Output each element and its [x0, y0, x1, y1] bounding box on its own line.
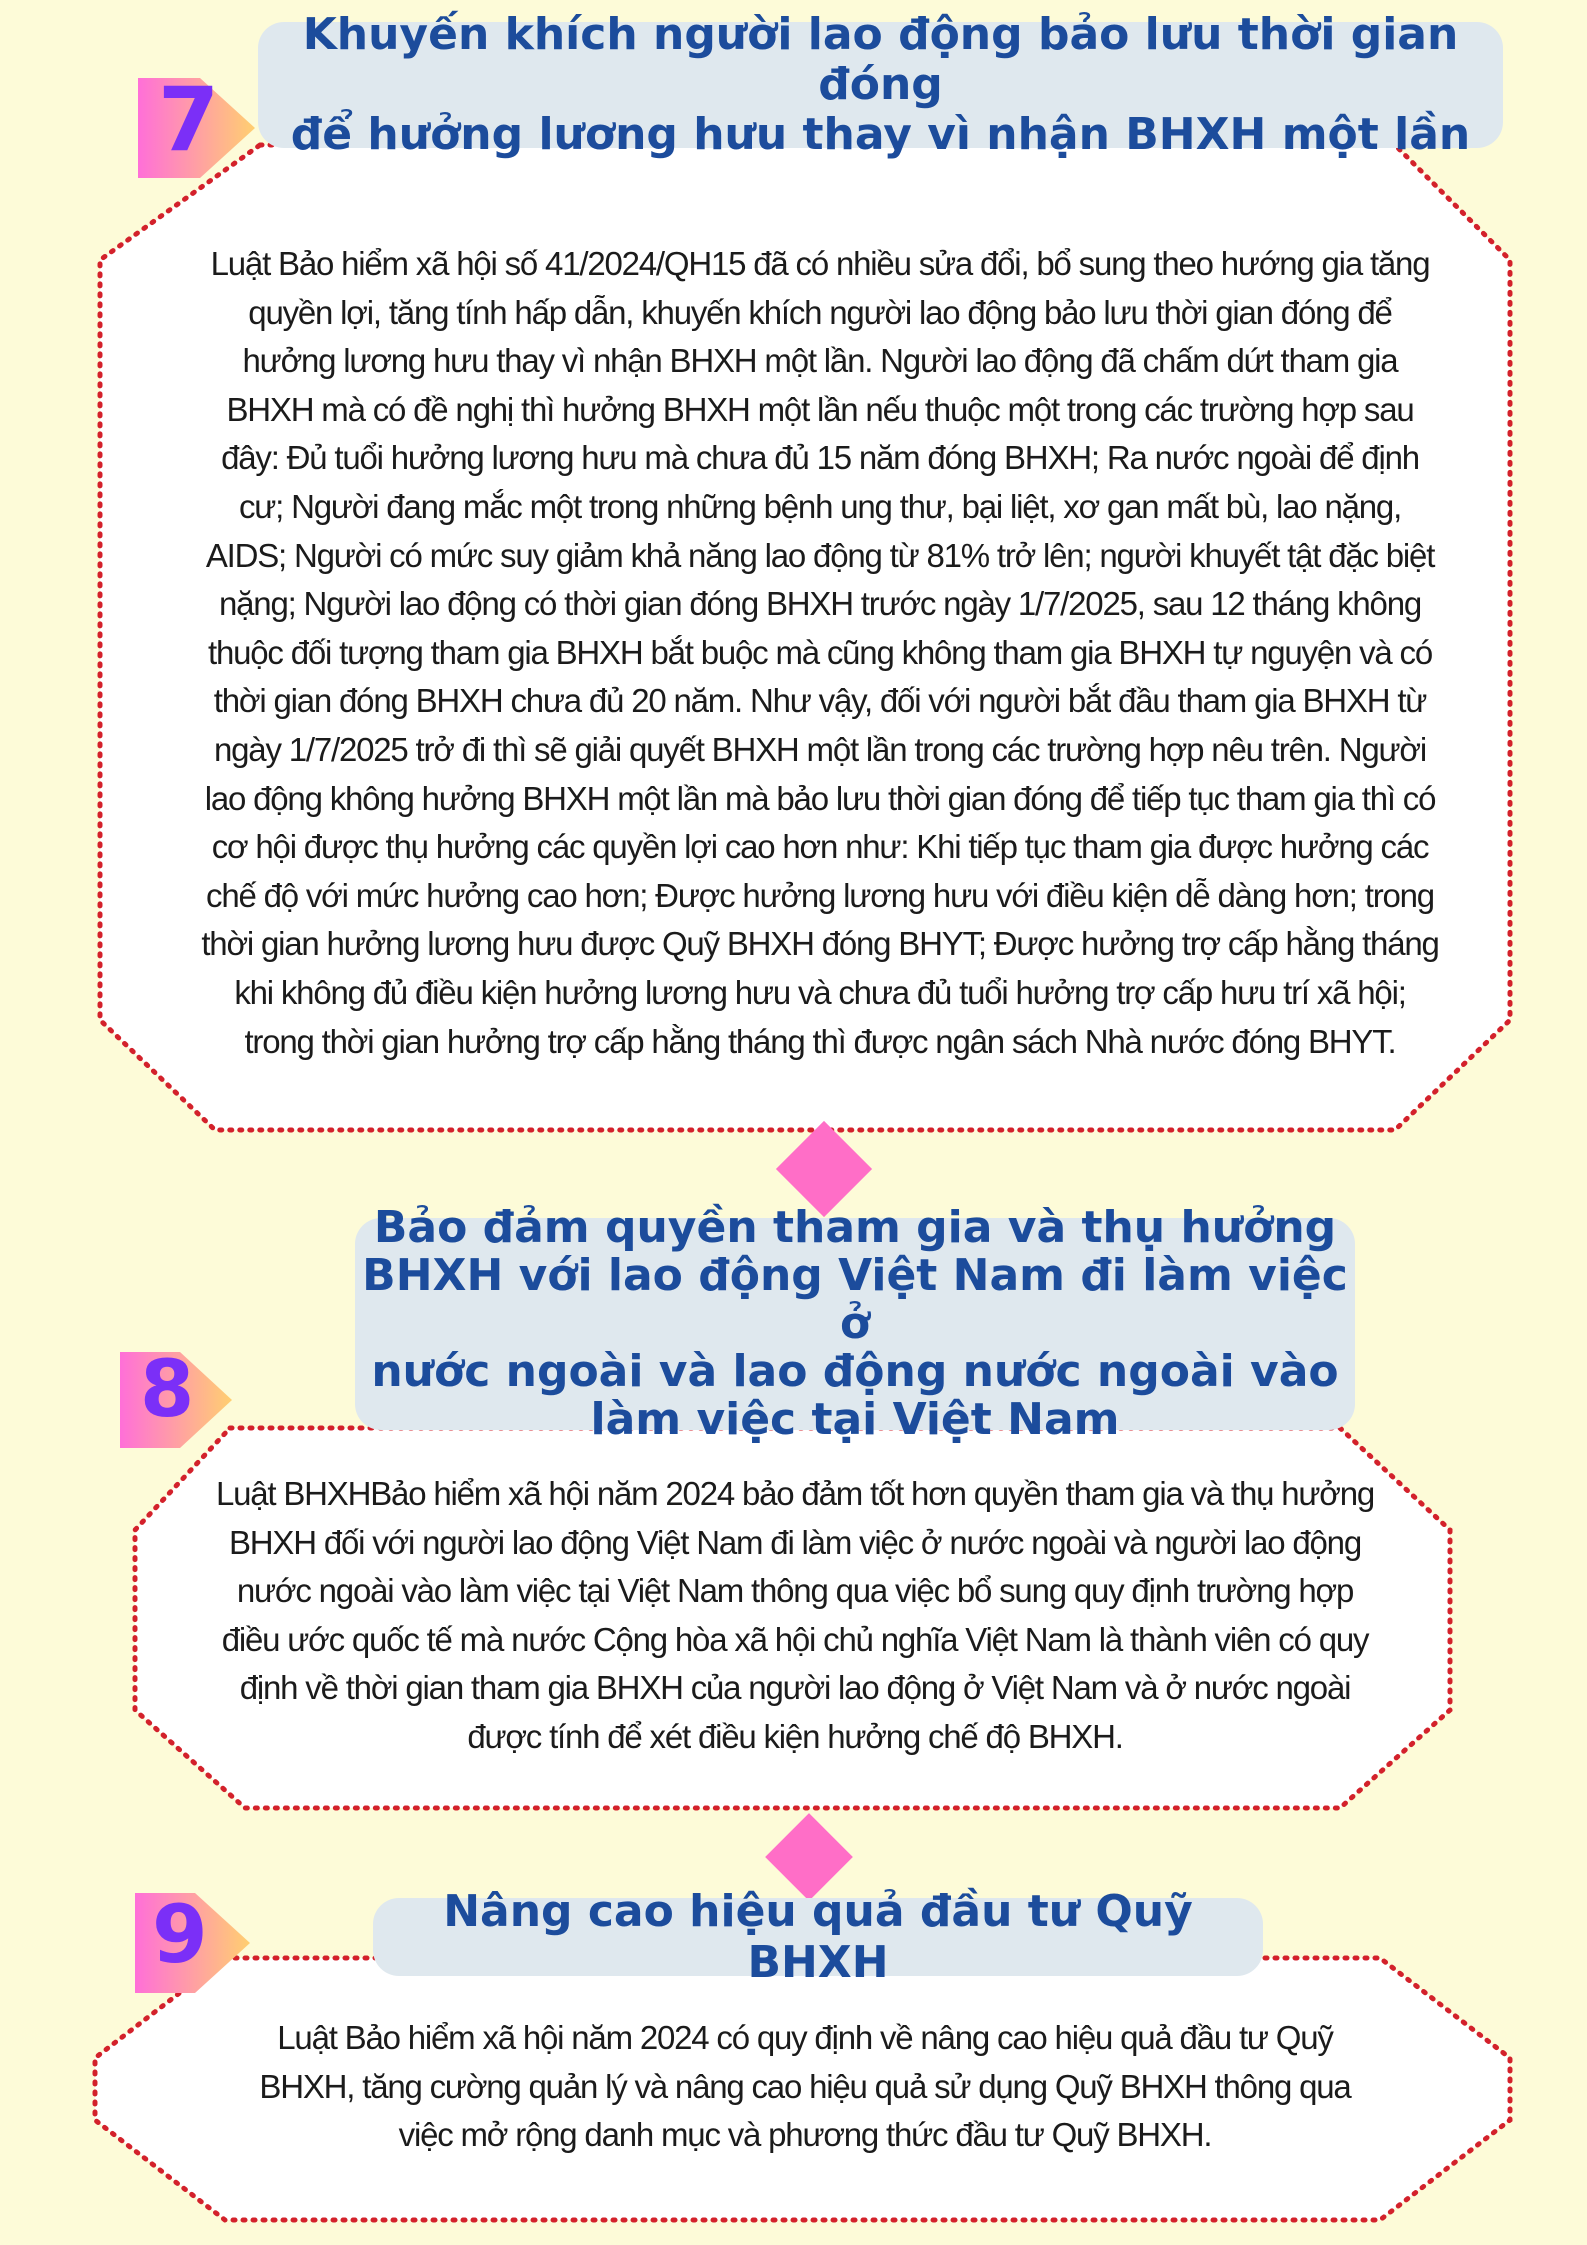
section-9-title-line-1: Nâng cao hiệu quả đầu tư Quỹ BHXH — [443, 1886, 1193, 1988]
section-7-title-line-1: Khuyến khích người lao động bảo lưu thời gian đóng — [302, 9, 1459, 110]
section-number-8: 8 — [140, 1345, 195, 1435]
section-8-body: Luật BHXHBảo hiểm xã hội năm 2024 bảo đảm tốt hơn quyền tham gia và thụ hưởng BHXH đối với người lao động Việt Nam đi làm việc ở nước ngoài và người lao động nước ngoài vào làm việc tại Việt Nam thông qua việc bổ sung quy định trường hợp điều ước quốc tế mà nước Cộng hòa xã hội chủ nghĩa Việt Nam là thành viên có quy định về thời gian tham gia BHXH của người lao động ở Việt Nam và ở nước ngoài được tính để xét điều kiện hưởng chế độ BHXH. — [215, 1475, 1375, 1755]
section-7-body: Luật Bảo hiểm xã hội số 41/2024/QH15 đã có nhiều sửa đổi, bổ sung theo hướng gia tăng quyền lợi, tăng tính hấp dẫn, khuyến khích người lao động bảo lưu thời gian đóng để hưởng lương hưu thay vì nhận BHXH một lần. Người lao động đã chấm dứt tham gia BHXH mà có đề nghị thì hưởng BHXH một lần nếu thuộc một trong các trường hợp sau đây: Đủ tuổi hưởng lương hưu mà chưa đủ 15 năm đóng BHXH; Ra nước ngoài để định cư; Người đang mắc một trong những bệnh ung thư, bại liệt, xơ gan mất bù, lao nặng, AIDS; Người có mức suy giảm khả năng lao động từ 81% trở lên; người khuyết tật đặc biệt nặng; Người lao động có thời gian đóng BHXH trước ngày 1/7/2025, sau 12 tháng không thuộc đối tượng tham gia BHXH bắt buộc mà cũng không tham gia BHXH tự nguyện và có thời gian đóng BHXH chưa đủ 20 năm. Như vậy, đối với người bắt đầu tham gia BHXH từ ngày 1/7/2025 trở đi thì sẽ giải quyết BHXH một lần trong các trường hợp nêu trên. Người lao động không hưởng BHXH một lần mà bảo lưu thời gian đóng để tiếp tục tham gia thì có cơ hội được thụ hưởng các quyền lợi cao hơn như: Khi tiếp tục tham gia được hưởng các chế độ với mức hưởng cao hơn; Được hưởng lương hưu với điều kiện dễ dàng hơn; trong thời gian hưởng lương hưu được Quỹ BHXH đóng BHYT; Được hưởng trợ cấp hằng tháng khi không đủ điều kiện hưởng lương hưu và chưa đủ tuổi hưởng trợ cấp hưu trí xã hội; trong thời gian hưởng trợ cấp hằng tháng thì được ngân sách Nhà nước đóng BHYT. — [201, 245, 1439, 1060]
section-8-title-line-1: Bảo đảm quyền tham gia và thụ hưởng — [373, 1202, 1337, 1253]
section-number-7: 7 — [158, 68, 220, 171]
section-7-title — [258, 9, 1503, 160]
section-8-title-line-3: nước ngoài và lao động nước ngoài vào — [371, 1346, 1339, 1397]
section-8-title-line-4: làm việc tại Việt Nam — [590, 1394, 1120, 1445]
section-9-title — [373, 1886, 1263, 1988]
section-number-9: 9 — [152, 1888, 208, 1981]
section-7-title-line-2: để hưởng lương hưu thay vì nhận BHXH một lần — [290, 109, 1471, 160]
section-8-title-line-2: BHXH với lao động Việt Nam đi làm việc ở — [362, 1250, 1348, 1349]
section-9-body: Luật Bảo hiểm xã hội năm 2024 có quy định về nâng cao hiệu quả đầu tư Quỹ BHXH, tăng cường quản lý và nâng cao hiệu quả sử dụng Quỹ BHXH thông qua việc mở rộng danh mục và phương thức đầu tư Quỹ BHXH. — [259, 2019, 1351, 2154]
section-8-title — [355, 1202, 1355, 1445]
